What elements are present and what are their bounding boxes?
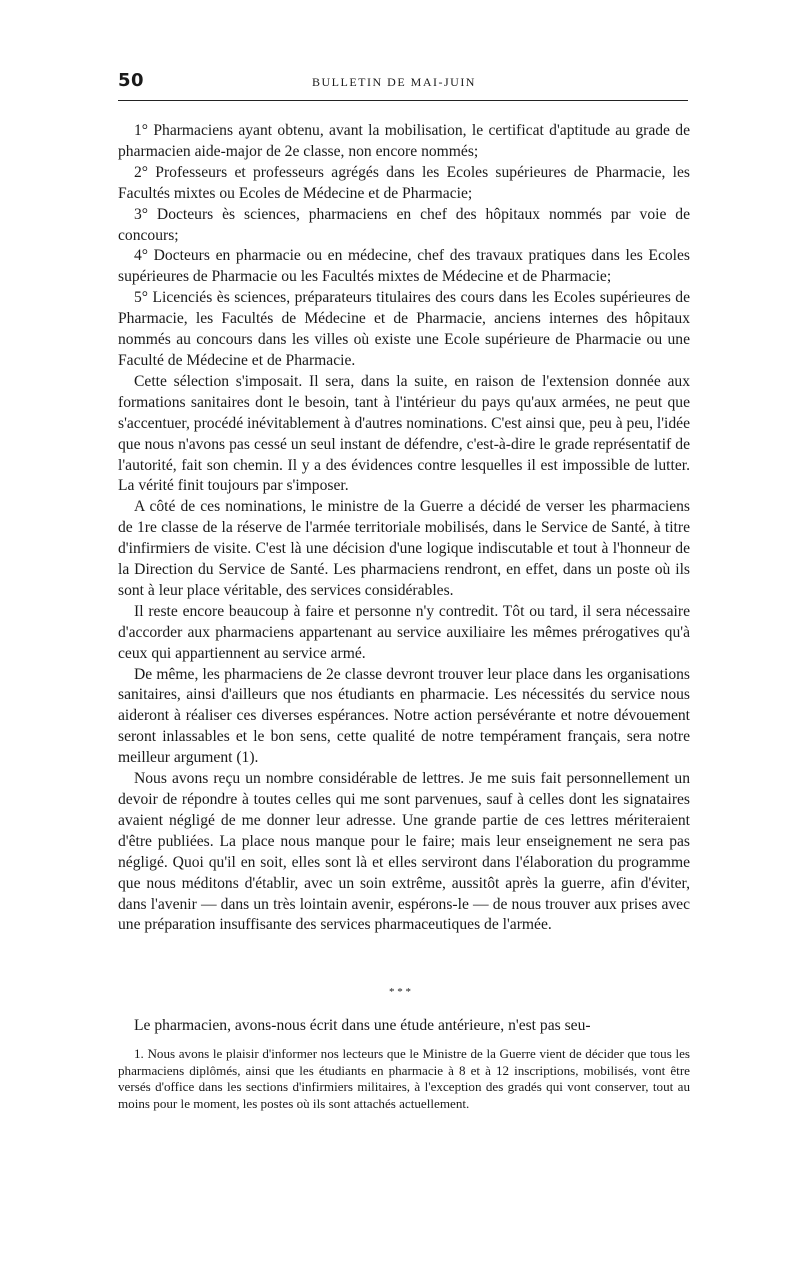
paragraph-2: 2° Professeurs et professeurs agrégés dans les Ecoles supérieures de Pharmacie, les Facultés mixtes ou Ecoles de Médecine et de Pharmacie; bbox=[118, 163, 690, 202]
continuation-paragraph: Le pharmacien, avons-nous écrit dans une étude antérieure, n'est pas seu- bbox=[134, 1017, 591, 1034]
running-head: BULLETIN DE MAI-JUIN bbox=[312, 75, 476, 89]
body-text bbox=[118, 121, 690, 936]
paragraph-9: De même, les pharmaciens de 2e classe devront trouver leur place dans les organisations sanitaires, ainsi d'ailleurs que nos étudiants en pharmacie. Les nécessités du service nous aideront à réaliser ces diverses espérances. Notre action persévérante et notre dévouement seront inlassables et le bon sens, cette qualité de notre tempérament français, sera notre meilleur argument (1). bbox=[118, 665, 690, 767]
paragraph-6: Cette sélection s'imposait. Il sera, dans la suite, en raison de l'extension donnée aux formations sanitaires dont le besoin, tant à l'intérieur du pays qu'aux armées, ne peut que s'accentuer, procédé inévitablement à d'autres nominations. C'est ainsi que, peu à peu, l'idée que nous n'avons pas cessé un seul instant de défendre, c'est-à-dire le grade représentatif de l'autorité, fait son chemin. Il y a des évidences contre lesquelles il est impossible de lutter. La vérité finit toujours par s'imposer. bbox=[118, 372, 690, 495]
paragraph-1: 1° Pharmaciens ayant obtenu, avant la mobilisation, le certificat d'aptitude au grade de pharmacien aide-major de 2e classe, non encore nommés; bbox=[118, 122, 690, 160]
section-separator: * * * bbox=[389, 986, 411, 998]
paragraph-4: 4° Docteurs en pharmacie ou en médecine, chef des travaux pratiques dans les Ecoles supérieures de Pharmacie ou les Facultés mixtes de Médecine et de Pharmacie; bbox=[118, 247, 690, 286]
footnote: 1. Nous avons le plaisir d'informer nos lecteurs que le Ministre de la Guerre vient de décider que tous les pharmaciens diplômés, ainsi que les étudiants en pharmacie à 8 et à 12 inscriptions, mobilisés, vont être versés d'office dans les sections d'infirmiers militaires, à l'exception des gradés qui vont conserver, tout au moins pour le moment, les postes où ils sont attachés actuellement. bbox=[118, 1046, 690, 1111]
paragraph-10: Nous avons reçu un nombre considérable de lettres. Je me suis fait personnellement un devoir de répondre à toutes celles qui me sont parvenues, sauf à celles dont les signataires avaient négligé de me donner leur adresse. Une grande partie de ces lettres mériteraient d'être publiées. La place nous manque pour le faire; mais leur enseignement ne sera pas négligé. Quoi qu'il en soit, elles sont là et elles serviront dans l'élaboration du programme que nous méditons d'établir, avec un soin extrême, aussitôt après la guerre, afin d'éviter, dans l'avenir — dans un très lointain avenir, espérons-le — de nous trouver aux prises avec une préparation insuffisante des services pharmaceutiques de l'armée. bbox=[118, 770, 690, 934]
header-rule bbox=[118, 100, 688, 101]
page-number: 50 bbox=[118, 70, 145, 91]
paragraph-5: 5° Licenciés ès sciences, préparateurs titulaires des cours dans les Ecoles supérieures de Pharmacie, les Facultés de Médecine et de Pharmacie, anciens internes des hôpitaux nommés au concours dans les villes où existe une Ecole supérieure de Pharmacie ou une Faculté de Médecine et de Pharmacie. bbox=[118, 289, 690, 369]
paragraph-7: A côté de ces nominations, le ministre de la Guerre a décidé de verser les pharmaciens de 1re classe de la réserve de l'armée territoriale mobilisés, dans le Service de Santé, à titre d'infirmiers de visite. C'est là une décision d'une logique indiscutable et tout à l'honneur de la Direction du Service de Santé. Les pharmaciens rendront, en effet, dans un poste où ils sont à leur place véritable, des services considérables. bbox=[118, 498, 690, 599]
paragraph-8: Il reste encore beaucoup à faire et personne n'y contredit. Tôt ou tard, il sera nécessaire d'accorder aux pharmaciens appartenant au service auxiliaire les mêmes prérogatives qu'à ceux qui appartiennent au service armé. bbox=[118, 602, 690, 662]
paragraph-3: 3° Docteurs ès sciences, pharmaciens en chef des hôpitaux nommés par voie de concours; bbox=[118, 205, 690, 244]
